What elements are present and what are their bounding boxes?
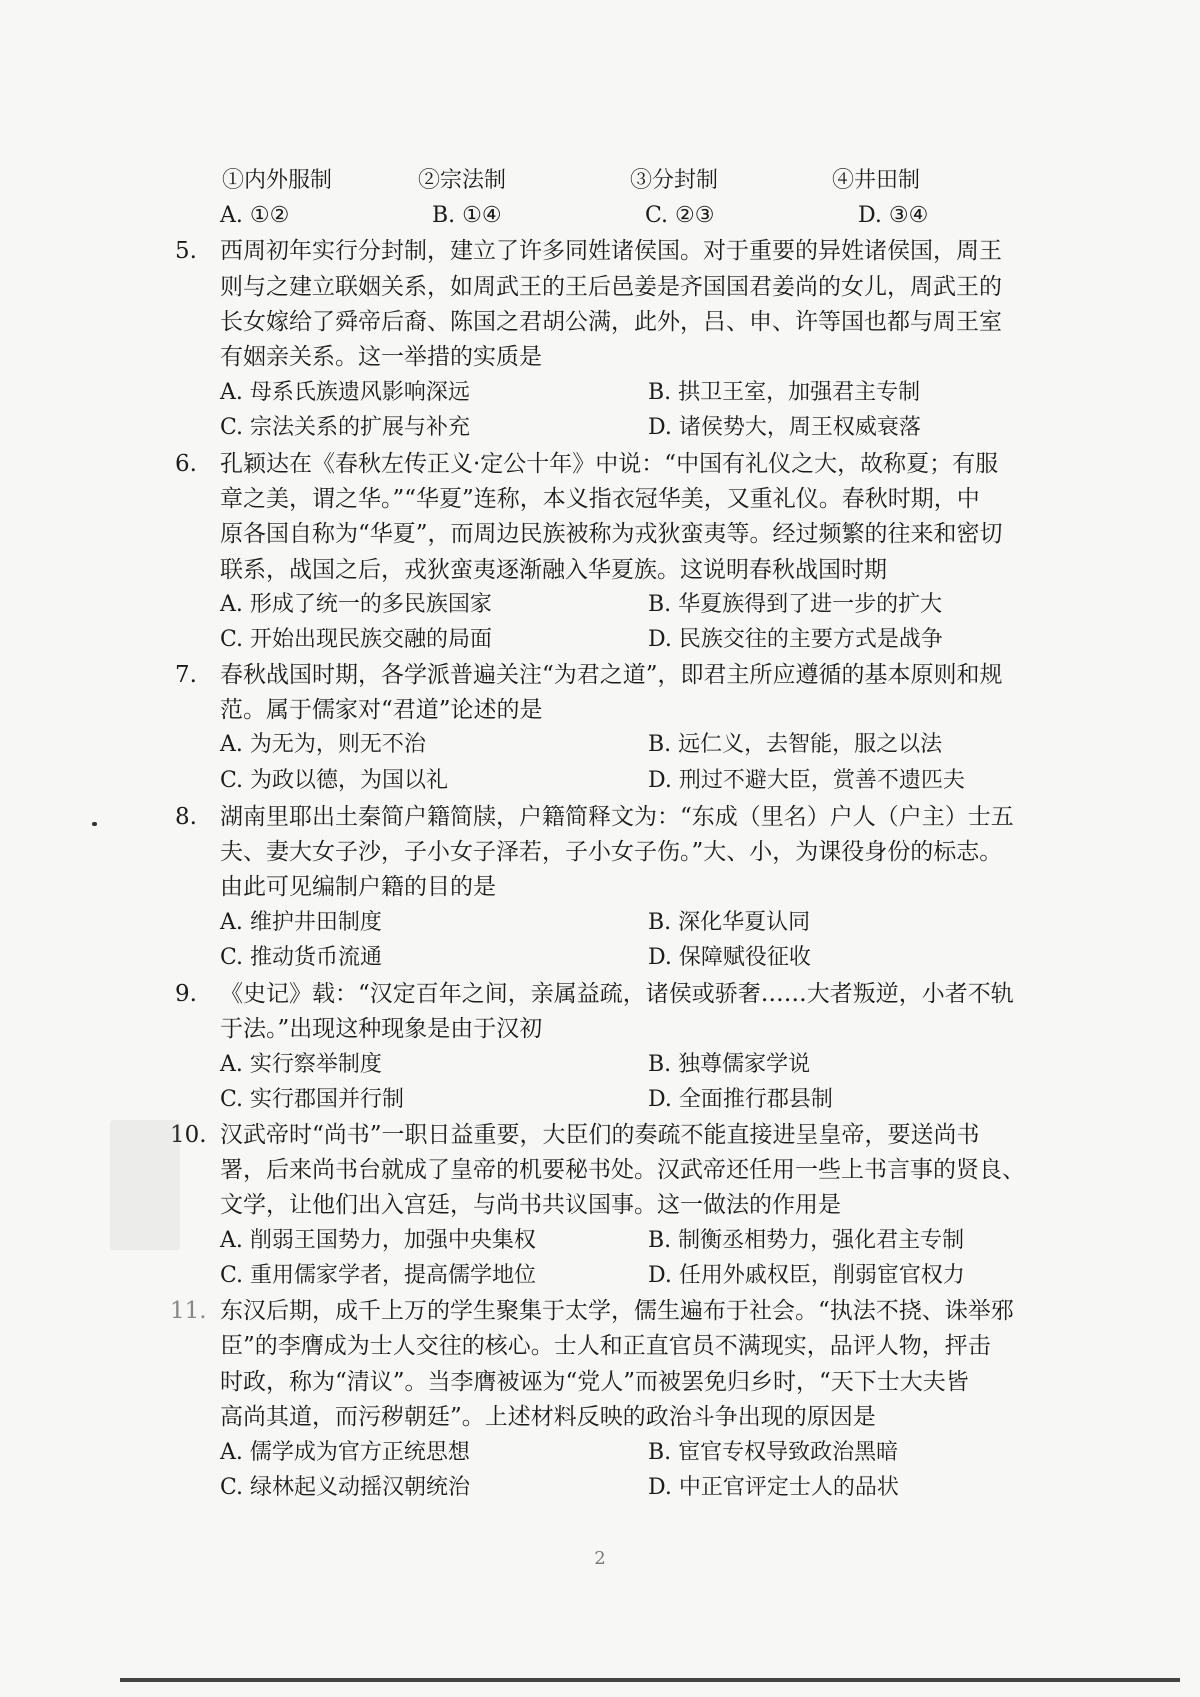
option-c: C. 实行郡国并行制 [220, 1087, 405, 1112]
question-text: 《史记》载：“汉定百年之间，亲属益疏，诸侯或骄奢……大者叛逆，小者不轨 [220, 981, 1014, 1007]
question-text: 春秋战国时期，各学派普遍关注“为君之道”，即君主所应遵循的基本原则和规 [220, 662, 1003, 688]
scan-speck [92, 822, 97, 826]
option-a: A. 实行察举制度 [220, 1052, 382, 1077]
option-d: D. 民族交往的主要方式是战争 [648, 627, 943, 652]
question-text: 东汉后期，成千上万的学生聚集于太学，儒生遍布于社会。“执法不挠、诛举邪 [220, 1298, 1014, 1324]
question-text: 汉武帝时“尚书”一职日益重要，大臣们的奏疏不能直接进呈皇帝，要送尚书 [220, 1122, 980, 1148]
option-a: A. 维护井田制度 [220, 910, 382, 935]
q4-option-a: A. ①② [220, 203, 290, 228]
option-a: A. 削弱王国势力，加强中央集权 [220, 1228, 536, 1253]
question-text: 有姻亲关系。这一举措的实质是 [220, 344, 542, 370]
option-d: D. 任用外戚权臣，削弱宦官权力 [648, 1263, 965, 1288]
question-number: 7. [175, 662, 197, 688]
option-d: D. 全面推行郡县制 [648, 1087, 833, 1112]
option-d: D. 诸侯势大，周王权威衰落 [648, 415, 921, 440]
question-number: 5. [175, 238, 197, 264]
question-text: 文学，让他们出入宫廷，与尚书共议国事。这一做法的作用是 [220, 1192, 841, 1218]
option-a: A. 为无为，则无不治 [220, 732, 426, 757]
option-c: C. 开始出现民族交融的局面 [220, 627, 493, 652]
option-a: A. 儒学成为官方正统思想 [220, 1440, 470, 1465]
question-text: 于法。”出现这种现象是由于汉初 [220, 1016, 543, 1042]
q4-item-4: ④井田制 [832, 168, 921, 193]
option-c: C. 绿林起义动摇汉朝统治 [220, 1475, 471, 1500]
page-number: 2 [594, 1548, 606, 1569]
option-c: C. 宗法关系的扩展与补充 [220, 415, 471, 440]
option-a: A. 母系氏族遗风影响深远 [220, 380, 470, 405]
question-number: 10. [170, 1122, 207, 1148]
q4-option-b: B. ①④ [432, 203, 502, 228]
option-d: D. 中正官评定士人的品状 [648, 1475, 899, 1500]
option-b: B. 拱卫王室，加强君主专制 [648, 380, 921, 405]
question-text: 高尚其道，而污秽朝廷”。上述材料反映的政治斗争出现的原因是 [220, 1404, 876, 1430]
question-number: 8. [175, 804, 197, 830]
option-b: B. 远仁义，去智能，服之以法 [648, 732, 943, 757]
question-text: 由此可见编制户籍的目的是 [220, 874, 496, 900]
q4-item-2: ②宗法制 [418, 168, 507, 193]
option-b: B. 深化华夏认同 [648, 910, 811, 935]
q4-option-c: C. ②③ [645, 203, 715, 228]
q4-option-d: D. ③④ [858, 203, 929, 228]
question-number: 9. [175, 981, 197, 1007]
option-c: C. 推动货币流通 [220, 945, 383, 970]
q4-item-3: ③分封制 [630, 168, 719, 193]
question-text: 长女嫁给了舜帝后裔、陈国之君胡公满，此外，吕、申、许等国也都与周王室 [220, 309, 1002, 335]
question-text: 则与之建立联姻关系，如周武王的王后邑姜是齐国国君姜尚的女儿，周武王的 [220, 274, 1002, 300]
option-b: B. 华夏族得到了进一步的扩大 [648, 592, 943, 617]
question-text: 范。属于儒家对“君道”论述的是 [220, 697, 543, 723]
question-text: 时政，称为“清议”。当李膺被诬为“党人”而被罢免归乡时，“天下士大夫皆 [220, 1369, 969, 1395]
scan-edge-line [120, 1678, 1180, 1682]
question-text: 湖南里耶出土秦简户籍简牍，户籍简释文为：“东成（里名）户人（户主）士五 [220, 804, 1014, 830]
question-text: 臣”的李膺成为士人交往的核心。士人和正直官员不满现实，品评人物，抨击 [220, 1333, 991, 1359]
question-number: 6. [175, 451, 197, 477]
question-number: 11. [170, 1298, 207, 1324]
question-text: 署，后来尚书台就成了皇帝的机要秘书处。汉武帝还任用一些上书言事的贤良、 [220, 1157, 1025, 1183]
option-c: C. 为政以德，为国以礼 [220, 768, 449, 793]
question-text: 孔颖达在《春秋左传正义·定公十年》中说：“中国有礼仪之大，故称夏；有服 [220, 451, 999, 477]
option-d: D. 刑过不避大臣，赏善不遗匹夫 [648, 768, 965, 793]
option-a: A. 形成了统一的多民族国家 [220, 592, 492, 617]
question-text: 夫、妻大女子沙，子小女子泽若，子小女子伤。”大、小，为课役身份的标志。 [220, 839, 1003, 865]
question-text: 联系，战国之后，戎狄蛮夷逐渐融入华夏族。这说明春秋战国时期 [220, 557, 887, 583]
question-text: 章之美，谓之华。”“华夏”连称，本义指衣冠华美，又重礼仪。春秋时期，中 [220, 486, 980, 512]
question-text: 原各国自称为“华夏”，而周边民族被称为戎狄蛮夷等。经过频繁的往来和密切 [220, 521, 1003, 547]
scan-smudge [110, 1120, 180, 1250]
option-b: B. 制衡丞相势力，强化君主专制 [648, 1228, 965, 1253]
q4-item-1: ①内外服制 [222, 168, 333, 193]
option-c: C. 重用儒家学者，提高儒学地位 [220, 1263, 537, 1288]
option-b: B. 宦官专权导致政治黑暗 [648, 1440, 899, 1465]
option-b: B. 独尊儒家学说 [648, 1052, 811, 1077]
option-d: D. 保障赋役征收 [648, 945, 811, 970]
question-text: 西周初年实行分封制，建立了许多同姓诸侯国。对于重要的异姓诸侯国，周王 [220, 238, 1002, 264]
